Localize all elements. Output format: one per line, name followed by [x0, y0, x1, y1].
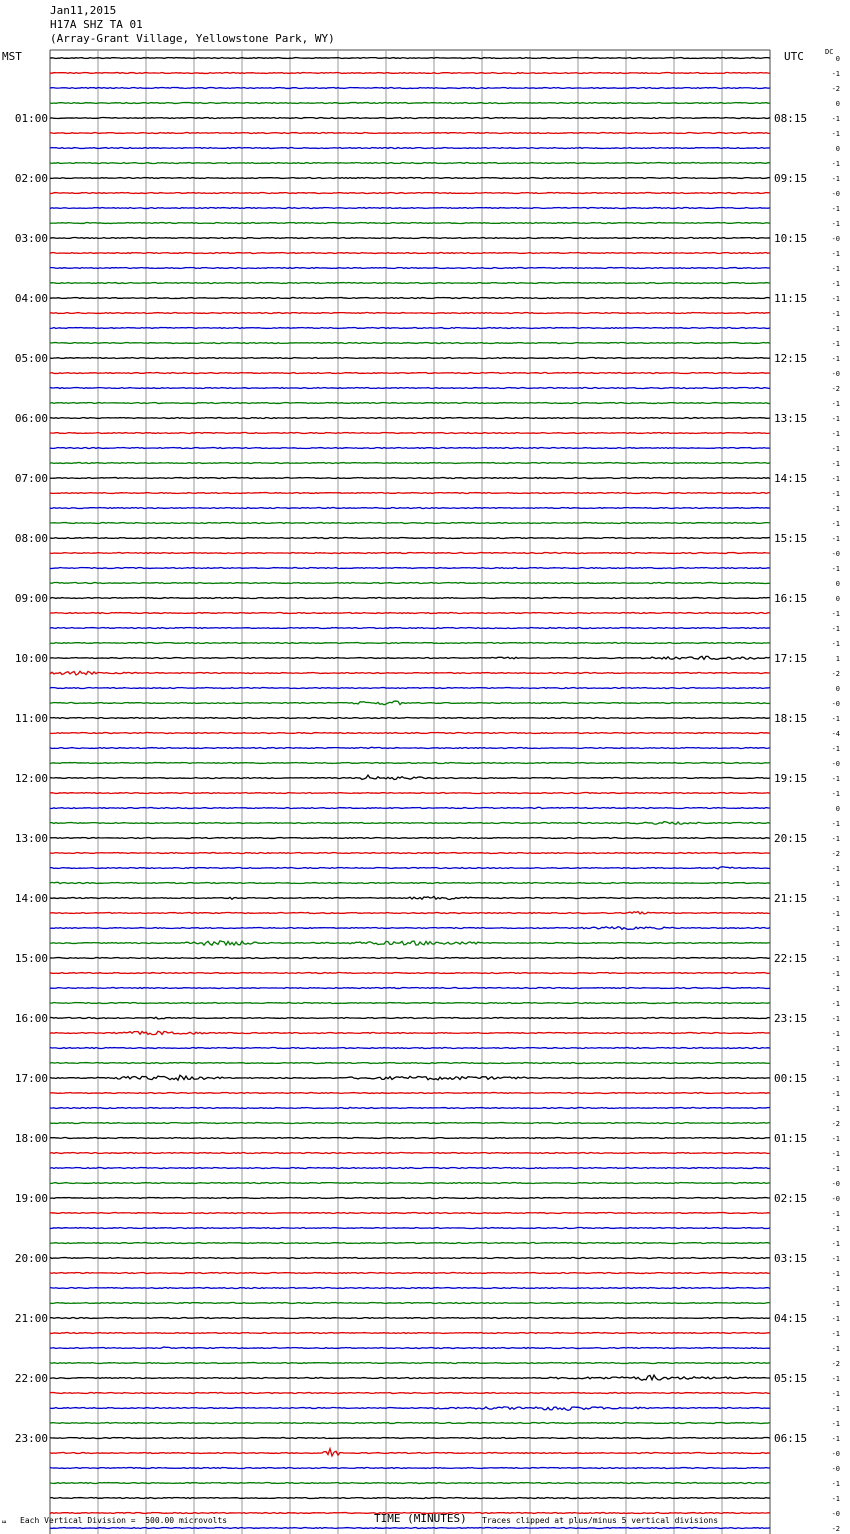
- right-hour-label: 05:15: [774, 1372, 808, 1385]
- dc-offset-label: -1: [831, 460, 840, 468]
- left-hour-label: 06:00: [14, 412, 48, 425]
- seismic-trace: [50, 88, 770, 89]
- dc-offset-label: -1: [831, 220, 840, 228]
- right-hour-label: 16:15: [774, 592, 808, 605]
- dc-offset-label: -1: [831, 940, 840, 948]
- left-hour-label: 08:00: [14, 532, 48, 545]
- dc-offset-label: -1: [831, 430, 840, 438]
- dc-offset-label: -1: [831, 1045, 840, 1053]
- dc-offset-label: -0: [831, 550, 840, 558]
- seismic-trace: [50, 853, 770, 854]
- dc-offset-label: -1: [831, 640, 840, 648]
- left-hour-label: 09:00: [14, 592, 48, 605]
- dc-offset-label: -1: [831, 715, 840, 723]
- left-hour-label: 05:00: [14, 352, 48, 365]
- dc-offset-label: -0: [831, 1180, 840, 1188]
- seismic-trace: [50, 433, 770, 434]
- dc-offset-label: -1: [831, 310, 840, 318]
- left-hour-label: 22:00: [14, 1372, 48, 1385]
- dc-offset-label: 0: [835, 580, 840, 588]
- seismic-trace: [50, 1438, 770, 1439]
- seismic-trace: [50, 283, 770, 284]
- seismic-trace: [50, 523, 770, 524]
- right-hour-label: 20:15: [774, 832, 808, 845]
- seismic-trace: [50, 58, 770, 59]
- dc-offset-label: -1: [831, 1060, 840, 1068]
- dc-offset-label: -1: [831, 400, 840, 408]
- dc-offset-label: -1: [831, 610, 840, 618]
- seismic-trace: [50, 718, 770, 719]
- dc-offset-label: -1: [831, 1090, 840, 1098]
- dc-offset-label: -1: [831, 415, 840, 423]
- seismic-trace: [50, 941, 770, 945]
- dc-offset-label: -1: [831, 880, 840, 888]
- seismic-trace: [50, 1243, 770, 1244]
- seismic-trace: [50, 178, 770, 179]
- seismic-trace: [50, 388, 770, 389]
- seismic-trace: [50, 775, 770, 779]
- seismic-trace: [50, 988, 770, 989]
- dc-offset-label: -1: [831, 505, 840, 513]
- dc-offset-label: -1: [831, 1285, 840, 1293]
- dc-offset-label: 1: [835, 655, 840, 663]
- left-hour-label: 21:00: [14, 1312, 48, 1325]
- dc-offset-label: -1: [831, 790, 840, 798]
- seismic-trace: [50, 493, 770, 494]
- left-hour-label: 23:00: [14, 1432, 48, 1445]
- dc-offset-label: -1: [831, 115, 840, 123]
- seismic-trace: [50, 896, 770, 899]
- dc-offset-label: -2: [831, 850, 840, 858]
- dc-offset-label: -1: [831, 1240, 840, 1248]
- left-hour-label: 12:00: [14, 772, 48, 785]
- right-hour-label: 22:15: [774, 952, 808, 965]
- right-hour-label: 10:15: [774, 232, 808, 245]
- seismic-trace: [50, 671, 770, 675]
- station-code: H17A SHZ TA 01: [50, 18, 143, 31]
- dc-offset-label: -0: [831, 235, 840, 243]
- dc-offset-label: -1: [831, 1165, 840, 1173]
- seismic-trace: [50, 793, 770, 794]
- seismic-trace: [50, 583, 770, 584]
- seismic-trace: [50, 701, 770, 705]
- left-hour-label: 07:00: [14, 472, 48, 485]
- dc-offset-label: -1: [831, 985, 840, 993]
- dc-offset-label: -1: [831, 1480, 840, 1488]
- seismic-trace: [50, 253, 770, 254]
- dc-offset-label: -2: [831, 385, 840, 393]
- seismic-trace: [50, 1228, 770, 1229]
- seismic-trace: [50, 733, 770, 734]
- seismic-trace: [50, 763, 770, 764]
- seismic-trace: [50, 448, 770, 449]
- seismic-trace: [50, 1347, 770, 1349]
- dc-offset-label: 0: [835, 100, 840, 108]
- x-axis-label: TIME (MINUTES): [374, 1512, 467, 1525]
- dc-offset-label: -1: [831, 1330, 840, 1338]
- dc-offset-label: -1: [831, 565, 840, 573]
- dc-offset-label: 0: [835, 595, 840, 603]
- seismic-trace: [50, 208, 770, 209]
- seismic-trace: [50, 1213, 770, 1214]
- dc-offset-label: -0: [831, 1465, 840, 1473]
- dc-offset-label: -1: [831, 1015, 840, 1023]
- left-hour-label: 10:00: [14, 652, 48, 665]
- right-hour-label: 06:15: [774, 1432, 808, 1445]
- left-hour-label: 11:00: [14, 712, 48, 725]
- dc-offset-label: -1: [831, 820, 840, 828]
- dc-offset-label: -1: [831, 865, 840, 873]
- dc-offset-label: 0: [835, 805, 840, 813]
- right-hour-label: 01:15: [774, 1132, 808, 1145]
- scale-note: Each Vertical Division = 500.00 microvolts: [20, 1516, 228, 1525]
- seismic-trace: [50, 1183, 770, 1184]
- right-hour-label: 19:15: [774, 772, 808, 785]
- dc-offset-label: -1: [831, 1255, 840, 1263]
- dc-offset-label: -1: [831, 1210, 840, 1218]
- dc-offset-label: -1: [831, 130, 840, 138]
- seismic-trace: [50, 133, 770, 134]
- seismic-trace: [50, 418, 770, 419]
- right-hour-label: 14:15: [774, 472, 808, 485]
- dc-offset-label: -0: [831, 1510, 840, 1518]
- seismic-trace: [50, 1528, 770, 1529]
- left-timezone-label: MST: [2, 50, 22, 63]
- dc-offset-label: -4: [831, 730, 840, 738]
- dc-offset-label: -1: [831, 775, 840, 783]
- dc-offset-label: -2: [831, 1525, 840, 1533]
- right-hour-label: 03:15: [774, 1252, 808, 1265]
- left-hour-label: 03:00: [14, 232, 48, 245]
- dc-offset-label: -1: [831, 1000, 840, 1008]
- dc-offset-label: -1: [831, 1375, 840, 1383]
- seismic-trace: [50, 1273, 770, 1274]
- seismic-trace: [50, 973, 770, 974]
- dc-offset-label: -0: [831, 700, 840, 708]
- dc-offset-label: -1: [831, 1150, 840, 1158]
- left-hour-label: 18:00: [14, 1132, 48, 1145]
- station-location: (Array-Grant Village, Yellowstone Park, WY): [50, 32, 335, 45]
- left-hour-label: 02:00: [14, 172, 48, 185]
- seismic-trace: [50, 313, 770, 314]
- seismic-trace: [50, 613, 770, 614]
- seismic-trace: [50, 238, 770, 239]
- dc-offset-label: -0: [831, 760, 840, 768]
- seismic-trace: [50, 1031, 770, 1034]
- dc-offset-label: -1: [831, 490, 840, 498]
- left-hour-label: 17:00: [14, 1072, 48, 1085]
- dc-offset-label: -1: [831, 445, 840, 453]
- dc-offset-label: 0: [835, 685, 840, 693]
- seismic-trace: [50, 1063, 770, 1064]
- seismic-trace: [50, 1107, 770, 1108]
- seismic-trace: [50, 373, 770, 374]
- seismic-trace: [50, 1075, 770, 1080]
- seismic-trace: [50, 148, 770, 149]
- dc-offset-label: -2: [831, 1120, 840, 1128]
- seismic-trace: [50, 1288, 770, 1289]
- dc-offset-label: -1: [831, 910, 840, 918]
- dc-offset-label: -0: [831, 1450, 840, 1458]
- seismic-trace: [50, 1168, 770, 1169]
- right-timezone-label: UTC: [784, 50, 804, 63]
- dc-offset-label: -1: [831, 160, 840, 168]
- seismic-trace: [50, 643, 770, 644]
- dc-offset-label: -1: [831, 1435, 840, 1443]
- seismic-trace: [50, 568, 770, 569]
- dc-offset-label: -1: [831, 535, 840, 543]
- right-hour-label: 00:15: [774, 1072, 808, 1085]
- dc-offset-label: -1: [831, 1495, 840, 1503]
- seismic-trace: [50, 163, 770, 164]
- seismic-trace: [50, 328, 770, 329]
- seismic-trace: [50, 1198, 770, 1199]
- dc-offset-label: -1: [831, 625, 840, 633]
- seismic-trace: [50, 478, 770, 479]
- seismic-trace: [50, 688, 770, 689]
- seismic-trace: [50, 838, 770, 839]
- dc-offset-label: -1: [831, 1225, 840, 1233]
- right-hour-label: 21:15: [774, 892, 808, 905]
- seismic-trace: [50, 358, 770, 359]
- seismic-trace: [50, 1003, 770, 1004]
- dc-offset-label: -1: [831, 1135, 840, 1143]
- dc-offset-label: -1: [831, 895, 840, 903]
- right-hour-label: 18:15: [774, 712, 808, 725]
- right-hour-label: 09:15: [774, 172, 808, 185]
- right-hour-label: 12:15: [774, 352, 808, 365]
- dc-offset-label: -1: [831, 1390, 840, 1398]
- dc-offset-label: -1: [831, 475, 840, 483]
- dc-offset-label: -2: [831, 85, 840, 93]
- footer-mark: ⧢: [2, 1516, 7, 1525]
- left-hour-label: 01:00: [14, 112, 48, 125]
- seismic-trace: [50, 268, 770, 269]
- dc-offset-label: -1: [831, 745, 840, 753]
- dc-offset-label: -1: [831, 295, 840, 303]
- seismic-trace: [50, 298, 770, 299]
- dc-offset-label: -1: [831, 325, 840, 333]
- dc-offset-label: -1: [831, 340, 840, 348]
- right-hour-label: 23:15: [774, 1012, 808, 1025]
- left-hour-label: 13:00: [14, 832, 48, 845]
- right-hour-label: 17:15: [774, 652, 808, 665]
- dc-offset-label: -1: [831, 265, 840, 273]
- seismic-trace: [50, 1017, 770, 1019]
- left-hour-label: 16:00: [14, 1012, 48, 1025]
- dc-offset-label: -1: [831, 1030, 840, 1038]
- left-hour-label: 04:00: [14, 292, 48, 305]
- left-hour-label: 20:00: [14, 1252, 48, 1265]
- dc-offset-label: -1: [831, 1105, 840, 1113]
- left-hour-label: 14:00: [14, 892, 48, 905]
- dc-offset-label: -1: [831, 355, 840, 363]
- seismic-trace: [50, 1393, 770, 1394]
- dc-offset-label: -1: [831, 970, 840, 978]
- seismic-trace: [50, 553, 770, 554]
- seismic-trace: [50, 1483, 770, 1484]
- seismic-trace: [50, 538, 770, 539]
- seismic-trace: [50, 958, 770, 959]
- right-hour-label: 02:15: [774, 1192, 808, 1205]
- helicorder-date: Jan11,2015: [50, 4, 117, 17]
- seismic-trace: [50, 807, 770, 808]
- dc-offset-label: -2: [831, 670, 840, 678]
- seismic-trace: [50, 656, 770, 659]
- seismic-trace: [50, 1123, 770, 1124]
- seismic-trace: [50, 118, 770, 119]
- dc-offset-label: -1: [831, 1075, 840, 1083]
- seismic-trace: [50, 1138, 770, 1139]
- dc-offset-header: DC: [825, 48, 834, 56]
- dc-offset-label: -1: [831, 835, 840, 843]
- dc-offset-label: -0: [831, 190, 840, 198]
- left-hour-label: 15:00: [14, 952, 48, 965]
- dc-offset-label: -1: [831, 1345, 840, 1353]
- dc-offset-label: -1: [831, 280, 840, 288]
- right-hour-label: 08:15: [774, 112, 808, 125]
- seismic-trace: [50, 223, 770, 224]
- dc-offset-label: -2: [831, 1360, 840, 1368]
- seismic-trace: [50, 1048, 770, 1049]
- right-hour-label: 04:15: [774, 1312, 808, 1325]
- dc-offset-label: -1: [831, 250, 840, 258]
- seismic-trace: [50, 1498, 770, 1499]
- seismic-trace: [50, 598, 770, 599]
- left-hour-label: 19:00: [14, 1192, 48, 1205]
- seismic-trace: [50, 912, 770, 914]
- dc-offset-label: 0: [835, 145, 840, 153]
- seismic-trace: [50, 343, 770, 344]
- dc-offset-label: -1: [831, 520, 840, 528]
- dc-offset-label: -1: [831, 70, 840, 78]
- seismic-trace: [50, 628, 770, 629]
- seismic-trace: [50, 1363, 770, 1364]
- seismic-trace: [50, 1258, 770, 1259]
- dc-offset-label: -0: [831, 370, 840, 378]
- seismic-trace: [50, 508, 770, 509]
- dc-offset-label: -1: [831, 205, 840, 213]
- seismic-trace: [50, 927, 770, 930]
- seismic-trace: [50, 1318, 770, 1319]
- seismic-trace: [50, 463, 770, 464]
- seismic-trace: [50, 403, 770, 404]
- seismic-trace: [50, 193, 770, 194]
- dc-offset-label: -0: [831, 1195, 840, 1203]
- dc-offset-label: -1: [831, 955, 840, 963]
- seismic-trace: [50, 822, 770, 825]
- seismic-trace: [50, 1303, 770, 1304]
- dc-offset-label: -1: [831, 1315, 840, 1323]
- seismic-trace: [50, 1423, 770, 1424]
- seismic-trace: [50, 747, 770, 748]
- dc-offset-label: -1: [831, 1405, 840, 1413]
- clip-note: Traces clipped at plus/minus 5 vertical divisions: [482, 1516, 719, 1525]
- right-hour-label: 13:15: [774, 412, 808, 425]
- dc-offset-label: -1: [831, 925, 840, 933]
- dc-offset-label: -1: [831, 1270, 840, 1278]
- seismic-trace: [50, 1333, 770, 1334]
- seismic-trace: [50, 1449, 770, 1456]
- seismic-trace: [50, 867, 770, 869]
- right-hour-label: 15:15: [774, 532, 808, 545]
- seismic-trace: [50, 1407, 770, 1411]
- seismic-trace: [50, 882, 770, 883]
- seismic-trace: [50, 1468, 770, 1469]
- seismic-trace: [50, 1093, 770, 1094]
- seismic-trace: [50, 103, 770, 104]
- dc-offset-label: -1: [831, 1300, 840, 1308]
- right-hour-label: 11:15: [774, 292, 808, 305]
- dc-offset-label: 0: [835, 55, 840, 63]
- dc-offset-label: -1: [831, 175, 840, 183]
- seismic-trace: [50, 73, 770, 74]
- dc-offset-label: -1: [831, 1420, 840, 1428]
- seismic-trace: [50, 1153, 770, 1154]
- seismic-trace: [50, 1375, 770, 1380]
